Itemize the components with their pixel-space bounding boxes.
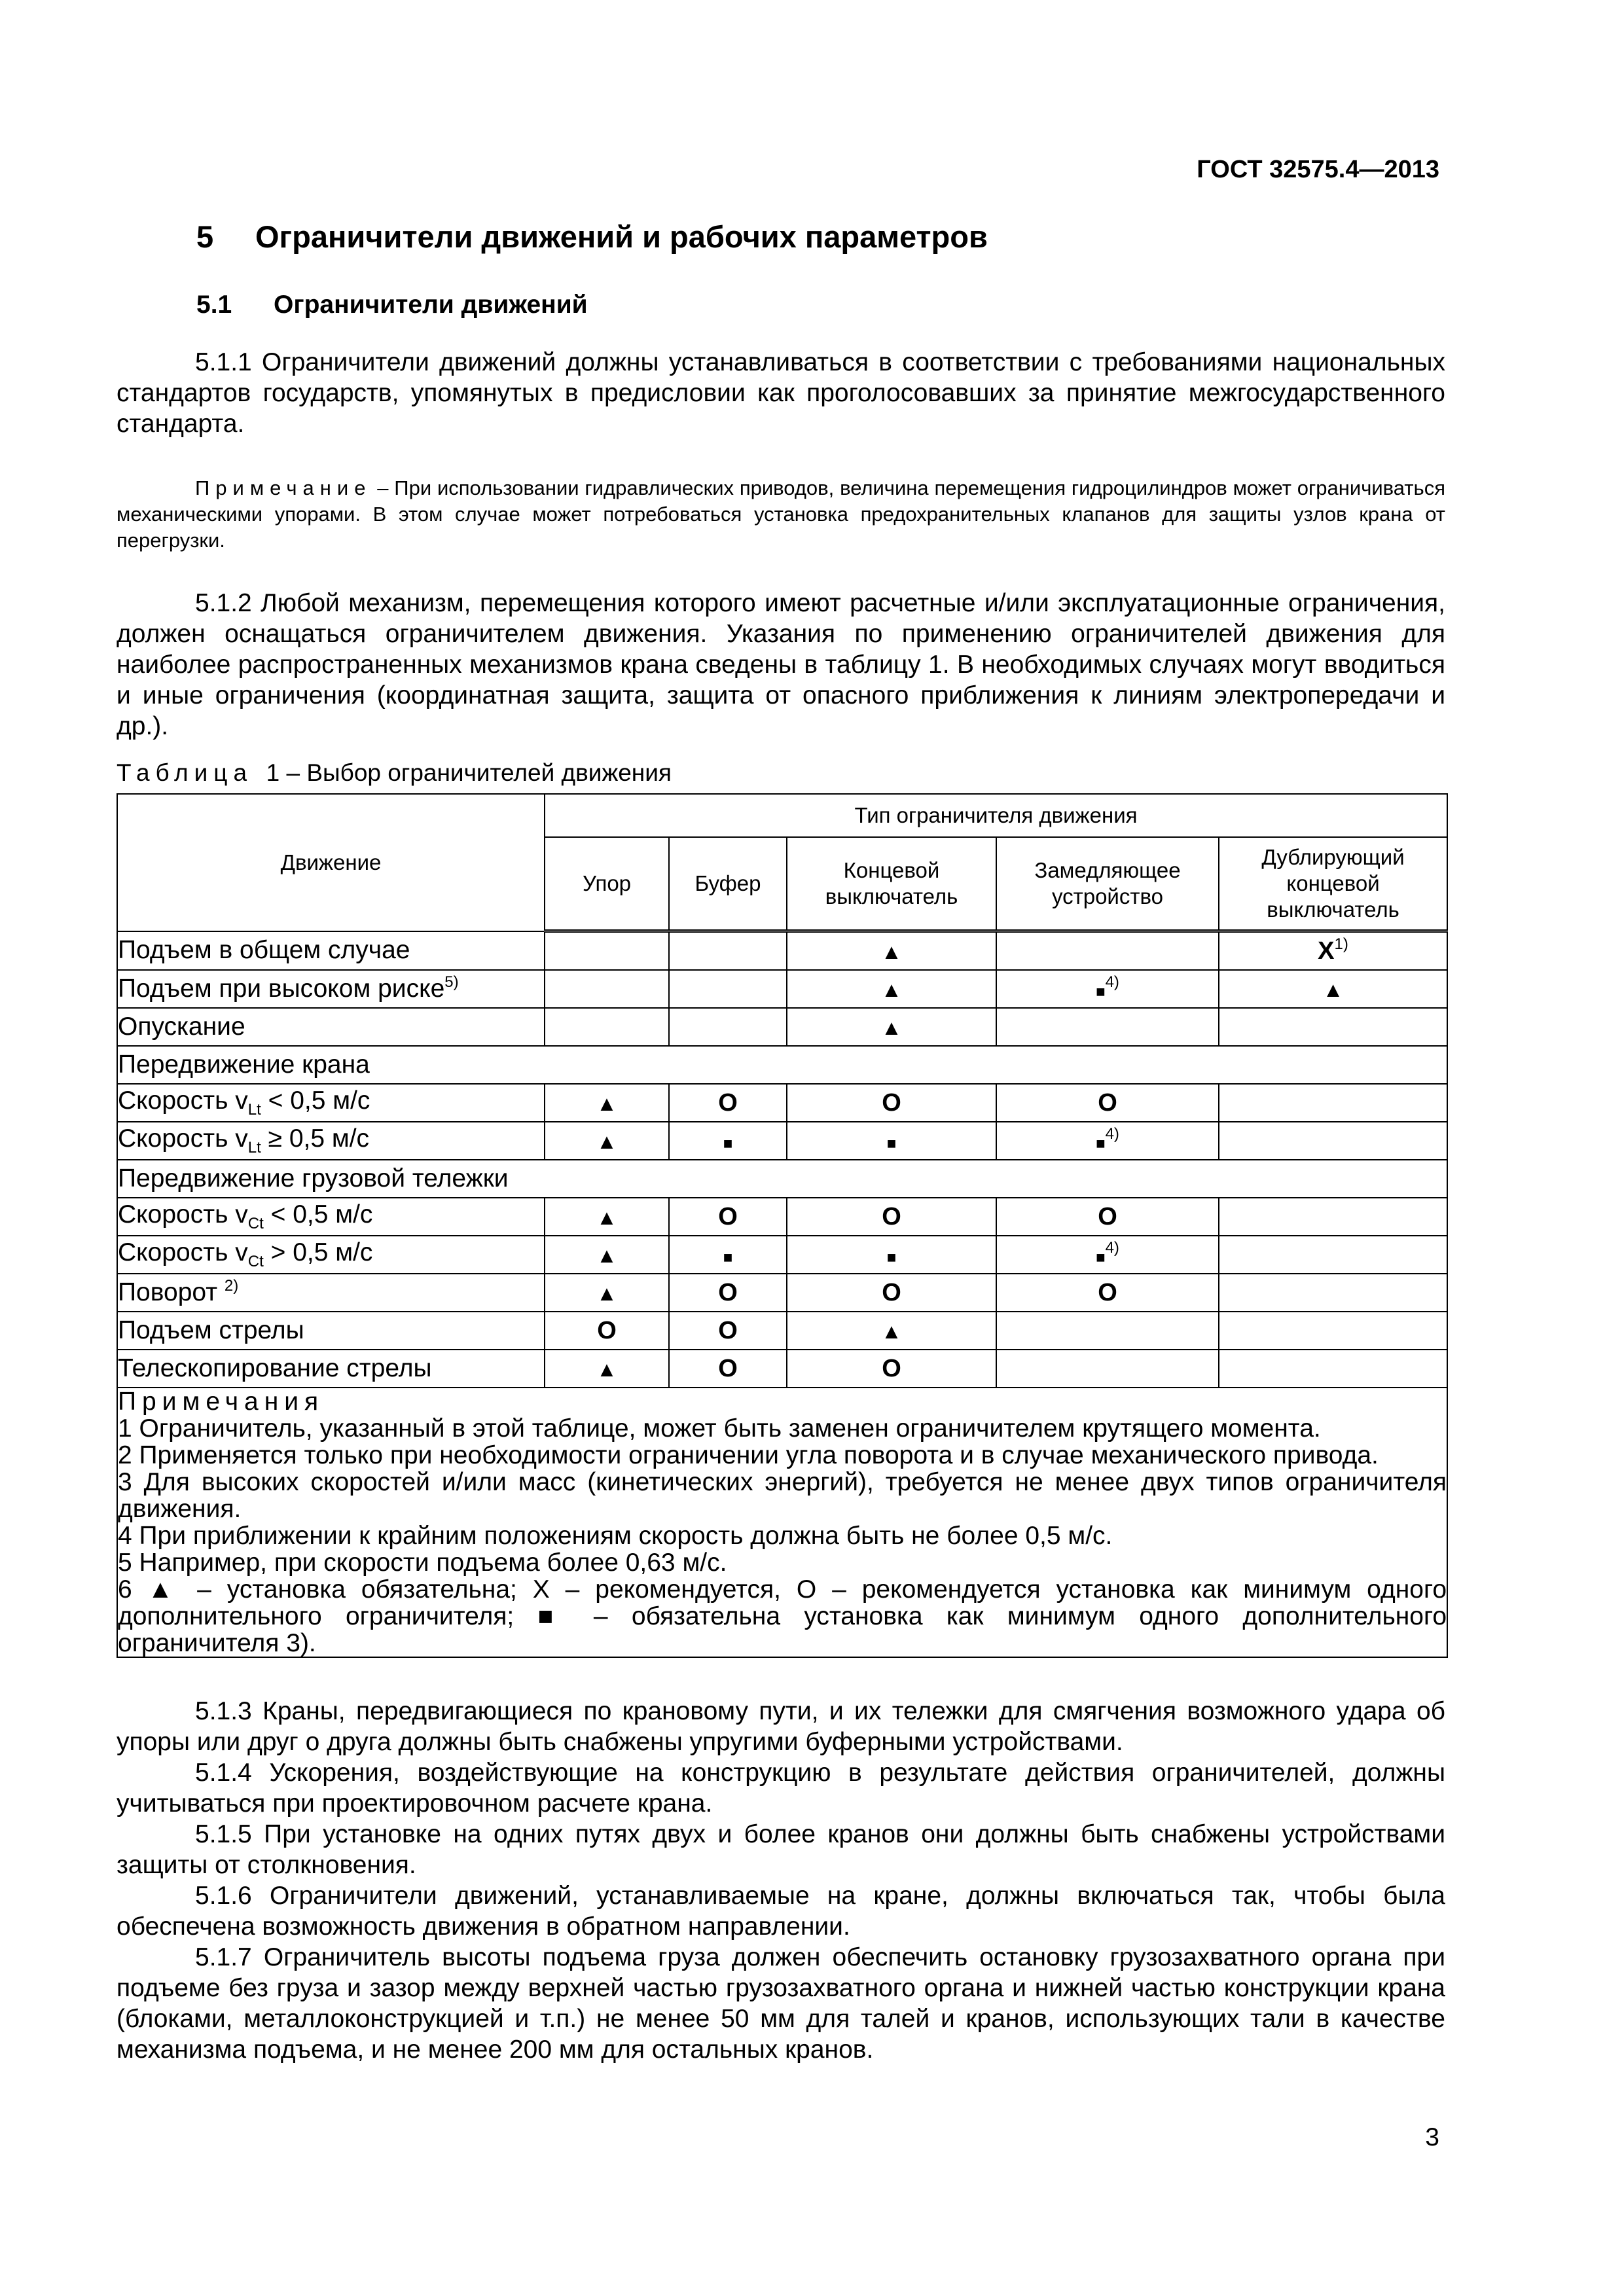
cell-backup-switch (1219, 1122, 1447, 1160)
row-name-text: Скорость v (118, 1124, 248, 1153)
cell-stop (545, 1312, 669, 1350)
table-row (117, 1008, 1447, 1046)
cell-slowdown (996, 1084, 1219, 1122)
row-motion-name (117, 1160, 1447, 1198)
table-note-1: 1 Ограничитель, указанный в этой таблице, может быть заменен ограничителем крутящего момента. (118, 1414, 1321, 1443)
table-row (117, 1084, 1447, 1122)
mark-symbol: ■ (1096, 983, 1106, 1001)
cell-stop (545, 1084, 669, 1122)
row-name-tail: ≥ 0,5 м/с (261, 1124, 370, 1153)
table-notes-label: Примечания (118, 1388, 325, 1416)
cell-slowdown (996, 1122, 1219, 1160)
mark-symbol: ▲ (596, 1244, 617, 1267)
mark-symbol: ▲ (596, 1282, 617, 1305)
subsection-title: Ограничители движений (274, 291, 588, 319)
row-name-tail: > 0,5 м/с (263, 1238, 373, 1267)
row-name-text: Передвижение грузовой тележки (118, 1164, 509, 1193)
paragraph-5-1-4: 5.1.4 Ускорения, воздействующие на конструкцию в результате действия ограничителей, должны учитываться при проектировочном расчете крана. (117, 1759, 1445, 1818)
mark-symbol: O (1098, 1203, 1117, 1230)
header-limit-switch: Концевой выключатель (787, 837, 996, 931)
note-text: – При использовании гидравлических приводов, величина перемещения гидроцилиндров может ограничиваться механическими упорами. В этом случае может потребоваться установка предохранительных клапанов для защиты узлов крана от перегрузки. (117, 476, 1445, 552)
table-row (117, 1236, 1447, 1274)
row-motion-name (117, 1046, 1447, 1084)
table-row (117, 970, 1447, 1008)
note-label: Примечание (195, 476, 372, 499)
row-name-text: Передвижение крана (118, 1050, 370, 1079)
mark-symbol: ▲ (881, 978, 902, 1001)
section-title: Ограничители движений и рабочих параметров (255, 219, 988, 254)
subsection-heading (196, 291, 588, 319)
cell-slowdown (996, 931, 1219, 971)
table-row (117, 1312, 1447, 1350)
mark-symbol: ▲ (881, 940, 902, 963)
cell-stop (545, 1350, 669, 1388)
mark-symbol: ▲ (881, 1016, 902, 1039)
mark-symbol: O (718, 1355, 738, 1382)
row-name-text: Опускание (118, 1013, 245, 1041)
cell-backup-switch (1219, 1198, 1447, 1236)
cell-buffer (669, 1122, 787, 1160)
paragraph-5-1-1: 5.1.1 Ограничители движений должны устанавливаться в соответствии с требованиями национальных стандартов государств, упомянутых в предисловии как проголосовавших за принятие межгосударственного стандарта. (117, 348, 1445, 438)
mark-footnote: 1) (1334, 935, 1348, 953)
header-limiter-type: Тип ограничителя движения (545, 794, 1447, 837)
row-name-tail: < 0,5 м/с (261, 1086, 370, 1115)
row-motion-name (117, 1084, 545, 1122)
section-number: 5 (196, 219, 214, 254)
cell-stop (545, 1236, 669, 1274)
table-note-2: 2 Применяется только при необходимости ограничении угла поворота и в случае механического привода. (118, 1441, 1379, 1469)
row-name-subscript: Lt (247, 1138, 261, 1157)
row-name-text: Подъем при высоком риске (118, 975, 445, 1003)
row-name-text: Скорость v (118, 1238, 248, 1267)
row-name-subscript: Ct (247, 1214, 264, 1232)
cell-backup-switch (1219, 931, 1447, 971)
table-row (117, 1122, 1447, 1160)
row-name-subscript: Lt (247, 1100, 261, 1119)
row-motion-name (117, 1008, 545, 1046)
table-body (117, 931, 1447, 1388)
row-name-footnote: 5) (444, 973, 459, 991)
cell-stop (545, 1198, 669, 1236)
mark-symbol: ■ (1096, 1135, 1106, 1153)
mark-symbol: O (718, 1279, 738, 1306)
mark-footnote: 4) (1105, 973, 1119, 991)
mark-symbol: ▲ (1322, 978, 1344, 1001)
cell-backup-switch (1219, 1350, 1447, 1388)
mark-symbol: O (1098, 1279, 1117, 1306)
mark-symbol: X (1318, 937, 1335, 965)
page-number: 3 (1425, 2123, 1439, 2151)
cell-buffer (669, 970, 787, 1008)
header-motion: Движение (117, 794, 545, 931)
cell-limit-switch (787, 1122, 996, 1160)
cell-limit-switch (787, 1312, 996, 1350)
mark-symbol: ▲ (596, 1092, 617, 1115)
cell-stop (545, 970, 669, 1008)
cell-slowdown (996, 1008, 1219, 1046)
cell-backup-switch (1219, 1274, 1447, 1312)
mark-footnote: 4) (1105, 1125, 1119, 1143)
mark-symbol: ■ (1096, 1249, 1106, 1266)
paragraph-5-1-3: 5.1.3 Краны, передвигающиеся по крановому пути, и их тележки для смягчения возможного удара об упоры или друг о друга должны быть снабжены упругими буферными устройствами. (117, 1697, 1445, 1756)
row-motion-name (117, 1274, 545, 1312)
paragraph-5-1-7: 5.1.7 Ограничитель высоты подъема груза должен обеспечить остановку грузозахватного органа при подъеме без груза и зазор между верхней частью грузозахватного органа и нижней частью конструкции крана (блоками, металлоконструкцией и т.п.) не менее 50 мм для талей и кранов, использующих тали в качестве механизма подъема, и не менее 200 мм для остальных кранов. (117, 1943, 1445, 2064)
header-stop: Упор (545, 837, 669, 931)
cell-buffer (669, 1236, 787, 1274)
subsection-number: 5.1 (196, 291, 232, 319)
table-caption-text: 1 – Выбор ограничителей движения (266, 759, 672, 786)
header-buffer: Буфер (669, 837, 787, 931)
table-row (117, 931, 1447, 971)
cell-slowdown (996, 1312, 1219, 1350)
cell-limit-switch (787, 1274, 996, 1312)
cell-slowdown (996, 1236, 1219, 1274)
row-motion-name (117, 1312, 545, 1350)
table-note-4: 4 При приближении к крайним положениям скорость должна быть не более 0,5 м/с. (118, 1522, 1113, 1550)
table-note-5: 5 Например, при скорости подъема более 0,63 м/с. (118, 1549, 727, 1577)
mark-symbol: O (882, 1203, 901, 1230)
paragraph-5-1-5: 5.1.5 При установке на одних путях двух и более кранов они должны быть снабжены устройствами защиты от столкновения. (117, 1820, 1445, 1879)
table-row (117, 1160, 1447, 1198)
row-motion-name (117, 1236, 545, 1274)
cell-limit-switch (787, 1008, 996, 1046)
row-name-text: Телескопирование стрелы (118, 1354, 432, 1382)
mark-symbol: ▲ (881, 1319, 902, 1343)
table-row (117, 1046, 1447, 1084)
cell-stop (545, 1274, 669, 1312)
cell-buffer (669, 1084, 787, 1122)
limiters-table (117, 793, 1448, 1658)
cell-slowdown (996, 970, 1219, 1008)
row-motion-name (117, 1198, 545, 1236)
mark-symbol: O (882, 1279, 901, 1306)
cell-stop (545, 931, 669, 971)
cell-limit-switch (787, 970, 996, 1008)
row-motion-name (117, 931, 545, 971)
paragraph-5-1-2: 5.1.2 Любой механизм, перемещения которого имеют расчетные и/или эксплуатационные ограничения, должен оснащаться ограничителем движения. Указания по применению ограничителей движения для наиболее распространенных механизмов крана сведены в таблицу 1. В необходимых случаях могут вводиться и иные ограничения (координатная защита, защита от опасного приближения к линиям электропередачи и др.). (117, 589, 1445, 740)
row-name-text: Подъем стрелы (118, 1316, 304, 1344)
cell-buffer (669, 1350, 787, 1388)
cell-backup-switch (1219, 970, 1447, 1008)
mark-symbol: ■ (886, 1135, 897, 1153)
mark-symbol: ■ (723, 1135, 733, 1153)
mark-symbol: ■ (886, 1249, 897, 1266)
cell-backup-switch (1219, 1236, 1447, 1274)
row-name-text: Скорость v (118, 1200, 248, 1229)
cell-stop (545, 1122, 669, 1160)
mark-symbol: O (882, 1089, 901, 1117)
row-motion-name (117, 970, 545, 1008)
header-slowdown-device: Замедляющее устройство (996, 837, 1219, 931)
header-backup-switch: Дублирующий концевой выключатель (1219, 837, 1447, 931)
row-name-text: Подъем в общем случае (118, 936, 410, 965)
table-caption-label: Таблица (117, 759, 253, 786)
mark-symbol: O (597, 1317, 617, 1344)
cell-backup-switch (1219, 1084, 1447, 1122)
mark-symbol: O (718, 1203, 738, 1230)
mark-symbol: O (882, 1355, 901, 1382)
mark-symbol: ▲ (596, 1206, 617, 1229)
mark-symbol: ▲ (596, 1357, 617, 1381)
cell-limit-switch (787, 1084, 996, 1122)
table-note-3: 3 Для высоких скоростей и/или масс (кинетических энергий), требуется не менее двух типов ограничителя движения. (118, 1468, 1447, 1523)
table-note-6: 6 ▲ – установка обязательна; X – рекомендуется, O – рекомендуется установка как минимум одного дополнительного ограничителя; ■ – обязательна установка как минимум одного дополнительного ограничителя 3). (118, 1575, 1447, 1657)
cell-buffer (669, 1198, 787, 1236)
table-notes (117, 1388, 1447, 1657)
cell-stop (545, 1008, 669, 1046)
mark-footnote: 4) (1105, 1239, 1119, 1257)
cell-limit-switch (787, 931, 996, 971)
cell-slowdown (996, 1350, 1219, 1388)
mark-symbol: O (718, 1317, 738, 1344)
cell-buffer (669, 931, 787, 971)
table-caption (117, 759, 672, 787)
table-row (117, 1350, 1447, 1388)
row-name-tail: < 0,5 м/с (263, 1200, 373, 1229)
table-row (117, 1198, 1447, 1236)
mark-symbol: ■ (723, 1249, 733, 1266)
cell-buffer (669, 1312, 787, 1350)
mark-symbol: O (1098, 1089, 1117, 1117)
row-motion-name (117, 1122, 545, 1160)
mark-symbol: ▲ (596, 1130, 617, 1153)
cell-backup-switch (1219, 1008, 1447, 1046)
note-hydraulic (117, 475, 1445, 554)
row-name-subscript: Ct (247, 1252, 264, 1270)
cell-limit-switch (787, 1236, 996, 1274)
cell-limit-switch (787, 1350, 996, 1388)
cell-slowdown (996, 1198, 1219, 1236)
cell-buffer (669, 1008, 787, 1046)
cell-slowdown (996, 1274, 1219, 1312)
standard-code: ГОСТ 32575.4—2013 (1197, 156, 1439, 183)
cell-backup-switch (1219, 1312, 1447, 1350)
row-name-text: Поворот (118, 1278, 225, 1306)
paragraph-5-1-6: 5.1.6 Ограничители движений, устанавливаемые на кране, должны включаться так, чтобы была обеспечена возможность движения в обратном направлении. (117, 1882, 1445, 1941)
cell-buffer (669, 1274, 787, 1312)
section-heading (196, 219, 988, 255)
mark-symbol: O (718, 1089, 738, 1117)
table-row (117, 1274, 1447, 1312)
row-name-footnote: 2) (224, 1277, 239, 1295)
cell-limit-switch (787, 1198, 996, 1236)
row-motion-name (117, 1350, 545, 1388)
row-name-text: Скорость v (118, 1086, 248, 1115)
